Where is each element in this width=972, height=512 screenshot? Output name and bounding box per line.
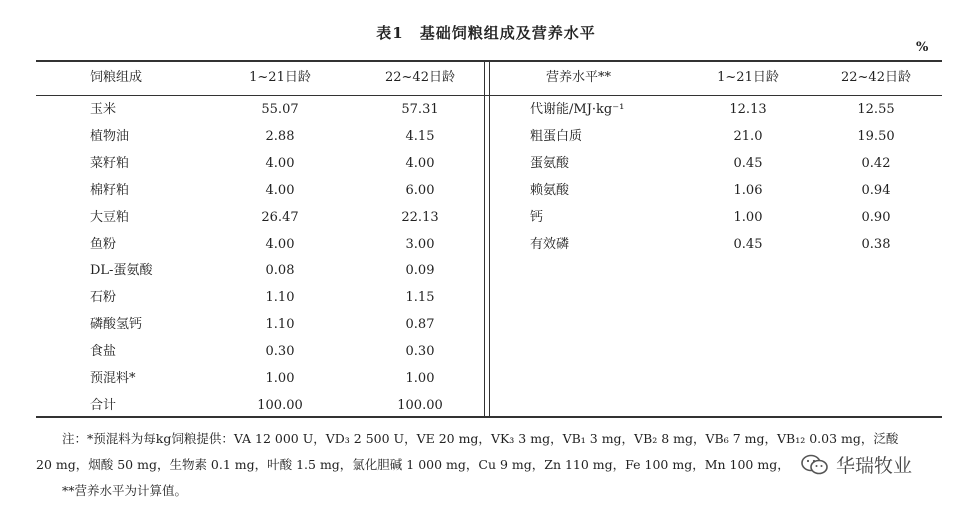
nutrient-value-1-21: 12.13 <box>729 102 767 117</box>
composition-value-22-42: 4.15 <box>405 129 435 144</box>
nutrient-value-1-21: 0.45 <box>733 237 763 252</box>
composition-value-1-21: 2.88 <box>265 129 295 144</box>
table-title: 表1 基础饲粮组成及营养水平 <box>376 24 596 42</box>
composition-value-22-42: 6.00 <box>405 183 435 198</box>
composition-value-22-42: 22.13 <box>401 210 439 225</box>
nutrient-name: 粗蛋白质 <box>530 129 583 144</box>
composition-value-1-21: 1.00 <box>265 371 295 386</box>
composition-value-1-21: 100.00 <box>257 398 303 413</box>
composition-value-1-21: 26.47 <box>261 210 299 225</box>
nutrient-name: 代谢能/MJ·kg⁻¹ <box>530 102 625 117</box>
composition-name: 食盐 <box>90 344 117 359</box>
header-composition: 饲粮组成 <box>90 70 143 85</box>
nutrient-name: 钙 <box>530 210 544 225</box>
composition-name: 磷酸氢钙 <box>90 317 143 332</box>
nutrient-value-1-21: 1.00 <box>733 210 763 225</box>
composition-value-1-21: 1.10 <box>265 317 295 332</box>
table-note-2: 20 mg，烟酸 50 mg，生物素 0.1 mg，叶酸 1.5 mg，氯化胆碱 1 000 mg，Cu 9 mg，Zn 110 mg，Fe 100 mg，Mn 100 mg， <box>36 457 790 472</box>
nutrient-value-1-21: 1.06 <box>733 183 763 198</box>
composition-value-22-42: 3.00 <box>405 237 435 252</box>
watermark <box>796 451 916 478</box>
composition-value-1-21: 4.00 <box>265 183 295 198</box>
header-day1-21: 1~21日龄 <box>717 70 779 85</box>
composition-value-22-42: 1.00 <box>405 371 435 386</box>
composition-name: 植物油 <box>90 129 130 144</box>
composition-name: 菜籽粕 <box>90 156 130 171</box>
wechat-icon <box>800 453 830 477</box>
composition-name: 合计 <box>90 398 117 413</box>
composition-name: 鱼粉 <box>90 237 117 252</box>
composition-value-22-42: 57.31 <box>401 102 439 117</box>
composition-value-1-21: 55.07 <box>261 102 299 117</box>
column-divider <box>484 60 485 418</box>
nutrient-value-22-42: 0.94 <box>861 183 891 198</box>
table-note-3: **营养水平为计算值。 <box>62 483 188 498</box>
composition-value-22-42: 0.87 <box>405 317 435 332</box>
composition-name: 玉米 <box>90 102 117 117</box>
nutrient-value-1-21: 0.45 <box>733 156 763 171</box>
nutrient-value-22-42: 0.38 <box>861 237 891 252</box>
nutrient-name: 蛋氨酸 <box>530 156 570 171</box>
nutrient-value-22-42: 0.42 <box>861 156 891 171</box>
nutrient-value-22-42: 19.50 <box>857 129 895 144</box>
composition-value-1-21: 4.00 <box>265 156 295 171</box>
composition-name: 棉籽粕 <box>90 183 130 198</box>
composition-name: 大豆粕 <box>90 210 130 225</box>
composition-value-1-21: 0.08 <box>265 263 295 278</box>
composition-value-1-21: 4.00 <box>265 237 295 252</box>
composition-value-22-42: 0.30 <box>405 344 435 359</box>
nutrient-value-22-42: 0.90 <box>861 210 891 225</box>
nutrient-value-22-42: 12.55 <box>857 102 895 117</box>
unit-label: % <box>916 40 929 55</box>
watermark-text: 华瑞牧业 <box>836 455 913 477</box>
nutrient-name: 赖氨酸 <box>530 183 570 198</box>
header-day22-42: 22~42日龄 <box>385 70 455 85</box>
composition-value-22-42: 0.09 <box>405 263 435 278</box>
composition-name: DL-蛋氨酸 <box>90 263 153 278</box>
composition-name: 石粉 <box>90 290 117 305</box>
composition-value-22-42: 100.00 <box>397 398 443 413</box>
composition-name: 预混料* <box>90 371 136 386</box>
nutrient-name: 有效磷 <box>530 237 570 252</box>
header-nutrient: 营养水平** <box>546 70 612 85</box>
column-divider <box>489 60 490 418</box>
header-day22-42: 22~42日龄 <box>841 70 911 85</box>
composition-value-1-21: 0.30 <box>265 344 295 359</box>
header-day1-21: 1~21日龄 <box>249 70 311 85</box>
table-note-1: 注：*预混料为每kg饲粮提供：VA 12 000 U，VD₃ 2 500 U，VE 20 mg，VK₃ 3 mg，VB₁ 3 mg，VB₂ 8 mg，VB₆ 7 mg，VB₁₂ 0.03 mg，泛酸 <box>62 431 899 446</box>
composition-value-22-42: 4.00 <box>405 156 435 171</box>
composition-value-22-42: 1.15 <box>405 290 435 305</box>
composition-value-1-21: 1.10 <box>265 290 295 305</box>
nutrient-value-1-21: 21.0 <box>733 129 763 144</box>
